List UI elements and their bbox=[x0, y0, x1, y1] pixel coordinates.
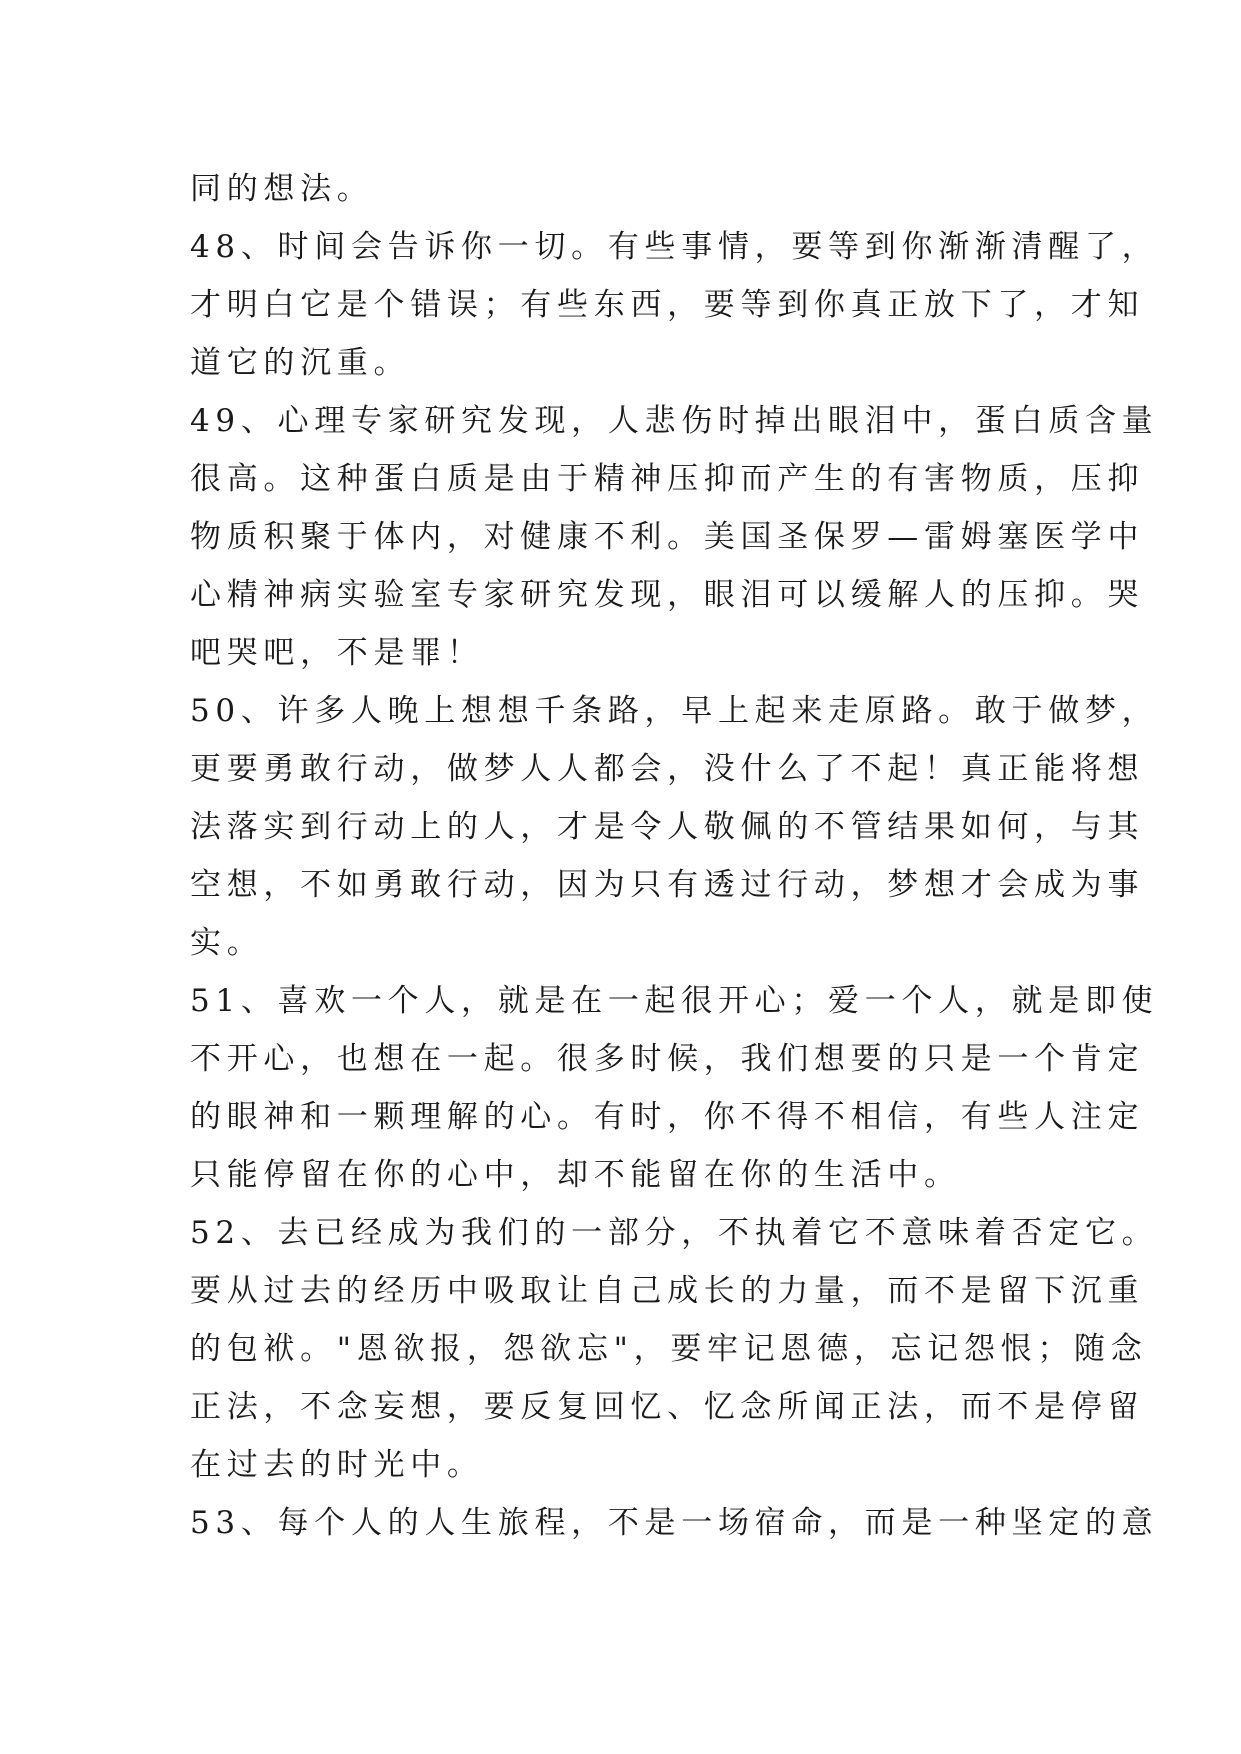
text-line: 53、每个人的人生旅程，不是一场宿命，而是一种坚定的意 bbox=[190, 1505, 1159, 1541]
text-line: 的眼神和一颗理解的心。有时，你不得不相信，有些人注定 bbox=[190, 1099, 1145, 1135]
text-line: 正法，不念妄想，要反复回忆、忆念所闻正法，而不是停留 bbox=[190, 1389, 1145, 1425]
body-text bbox=[190, 160, 1159, 1552]
text-line: 48、时间会告诉你一切。有些事情，要等到你渐渐清醒了， bbox=[190, 229, 1159, 265]
text-line: 空想，不如勇敢行动，因为只有透过行动，梦想才会成为事 bbox=[190, 867, 1145, 903]
text-line: 道它的沉重。 bbox=[190, 345, 411, 381]
text-line: 不开心，也想在一起。很多时候，我们想要的只是一个肯定 bbox=[190, 1041, 1145, 1077]
text-line: 的包袱。"恩欲报，怨欲忘"，要牢记恩德，忘记怨恨；随念 bbox=[190, 1331, 1148, 1367]
text-line: 心精神病实验室专家研究发现，眼泪可以缓解人的压抑。哭 bbox=[190, 577, 1145, 613]
text-line: 50、许多人晚上想想千条路，早上起来走原路。敢于做梦， bbox=[190, 693, 1159, 729]
text-line: 51、喜欢一个人，就是在一起很开心；爱一个人，就是即使 bbox=[190, 983, 1159, 1019]
text-line: 法落实到行动上的人，才是令人敬佩的不管结果如何，与其 bbox=[190, 809, 1145, 845]
text-line: 同的想法。 bbox=[190, 171, 374, 207]
text-line: 吧哭吧，不是罪！ bbox=[190, 635, 484, 671]
text-line: 实。 bbox=[190, 925, 264, 961]
text-line: 物质积聚于体内，对健康不利。美国圣保罗—雷姆塞医学中 bbox=[190, 519, 1145, 555]
text-line: 49、心理专家研究发现，人悲伤时掉出眼泪中，蛋白质含量 bbox=[190, 403, 1159, 439]
text-line: 要从过去的经历中吸取让自己成长的力量，而不是留下沉重 bbox=[190, 1273, 1145, 1309]
text-line: 52、去已经成为我们的一部分，不执着它不意味着否定它。 bbox=[190, 1215, 1159, 1251]
text-line: 只能停留在你的心中，却不能留在你的生活中。 bbox=[190, 1157, 961, 1193]
text-line: 在过去的时光中。 bbox=[190, 1447, 484, 1483]
text-line: 更要勇敢行动，做梦人人都会，没什么了不起！真正能将想 bbox=[190, 751, 1145, 787]
text-line: 很高。这种蛋白质是由于精神压抑而产生的有害物质，压抑 bbox=[190, 461, 1145, 497]
text-line: 才明白它是个错误；有些东西，要等到你真正放下了，才知 bbox=[190, 287, 1145, 323]
